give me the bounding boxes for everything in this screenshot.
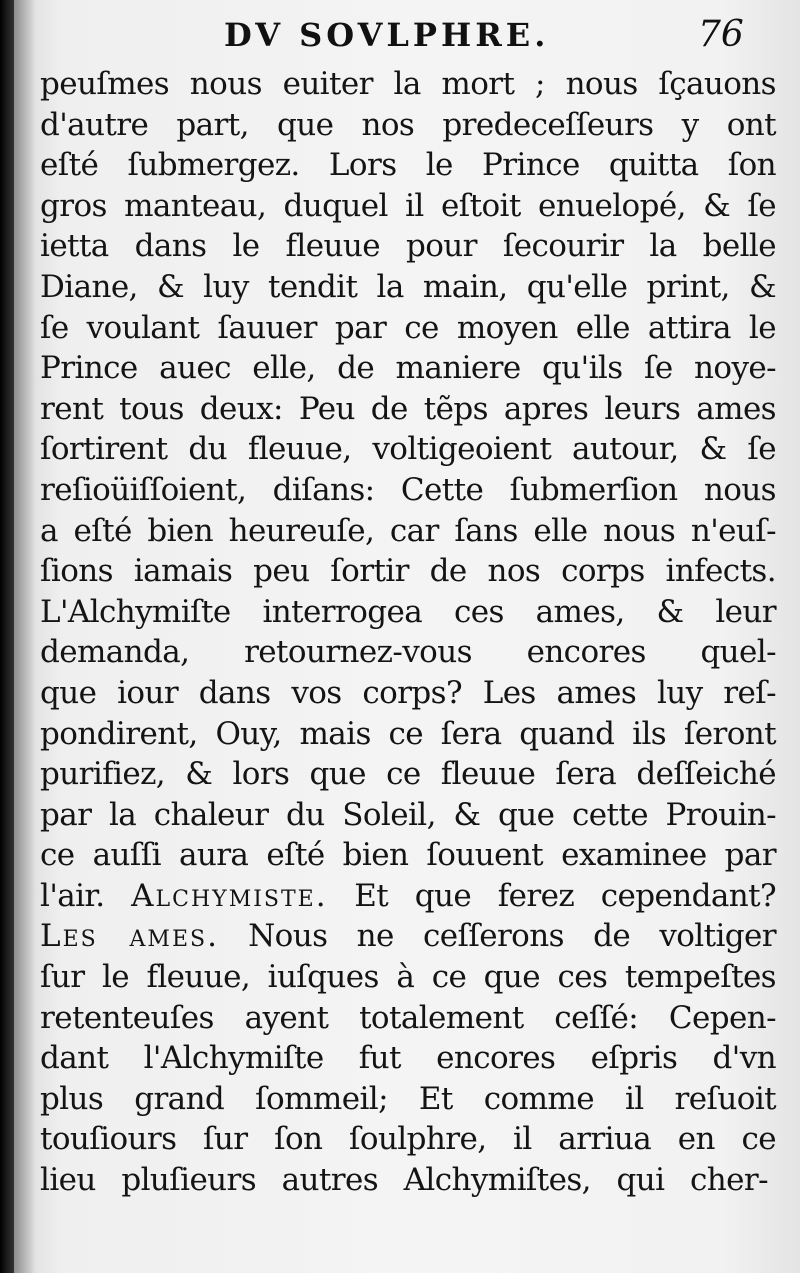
- text-line: ſur le fleuue, iuſques à ce que ces tempeſtes: [40, 959, 776, 996]
- text-line: [40, 876, 776, 917]
- text-line: L'Alchymiſte interrogea ces ames, & leur: [40, 593, 776, 630]
- text-line: demanda, retournez-vous encores quel-: [40, 634, 776, 671]
- page-number: 76: [698, 14, 744, 55]
- text-line: ſe voulant ſauuer par ce moyen elle attira le: [40, 309, 776, 346]
- text-line: plus grand ſommeil; Et comme il reſuoit: [40, 1080, 776, 1117]
- running-head: [14, 14, 800, 58]
- text-line: rent tous deux: Peu de tẽps apres leurs ames: [40, 390, 776, 427]
- text-line: lieu pluſieurs autres Alchymiſtes, qui cher-: [40, 1162, 768, 1199]
- text-line: d'autre part, que nos predeceſſeurs y ont: [40, 106, 776, 143]
- line-rest: Et que ferez cependant?: [327, 877, 776, 914]
- text-line: par la chaleur du Soleil, & que cette Prouin-: [40, 796, 776, 833]
- speaker-label: Les ames.: [40, 918, 219, 955]
- text-line: ſortirent du fleuue, voltigeoient autour, & ſe: [40, 431, 776, 468]
- text-line: purifiez, & lors que ce fleuue ſera deſſeiché: [40, 756, 776, 793]
- text-line: pondirent, Ouy, mais ce ſera quand ils ſeront: [40, 715, 776, 752]
- text-line: Diane, & luy tendit la main, qu'elle print, &: [40, 268, 776, 305]
- page-gutter-shadow: [14, 0, 36, 1273]
- text-line: touſiours ſur ſon ſoulphre, il arriua en ce: [40, 1121, 776, 1158]
- text-line: retenteuſes ayent totalement ceſſé: Cepen-: [40, 999, 776, 1036]
- book-page: [14, 0, 800, 1273]
- text-line: ietta dans le fleuue pour ſecourir la belle: [40, 228, 776, 265]
- running-title: DV SOVLPHRE.: [224, 16, 550, 54]
- line-prefix: l'air.: [40, 877, 132, 914]
- text-line: peuſmes nous euiter la mort ; nous ſçauons: [40, 66, 776, 102]
- speaker-label: Alchymiste.: [131, 877, 328, 914]
- text-line: ſions iamais peu ſortir de nos corps infects.: [40, 553, 776, 590]
- text-line: dant l'Alchymiſte fut encores eſpris d'vn: [40, 1040, 776, 1077]
- text-line: a eſté bien heureuſe, car ſans elle nous n'euſ-: [40, 512, 776, 549]
- text-line: reſioüiſſoient, diſans: Cette ſubmerſion nous: [40, 471, 776, 508]
- text-line: ce auſſi aura eſté bien ſouuent examinee par: [40, 837, 776, 874]
- text-line: gros manteau, duquel il eſtoit enuelopé, & ſe: [40, 187, 776, 224]
- line-rest: Nous ne ceſſerons de voltiger: [218, 918, 776, 955]
- body-text: [40, 64, 776, 1201]
- text-line: eſté ſubmergez. Lors le Prince quitta ſon: [40, 147, 776, 184]
- text-line: que iour dans vos corps? Les ames luy reſ-: [40, 674, 776, 711]
- text-line: Prince auec elle, de maniere qu'ils ſe noye-: [40, 350, 776, 387]
- text-line: [40, 916, 776, 957]
